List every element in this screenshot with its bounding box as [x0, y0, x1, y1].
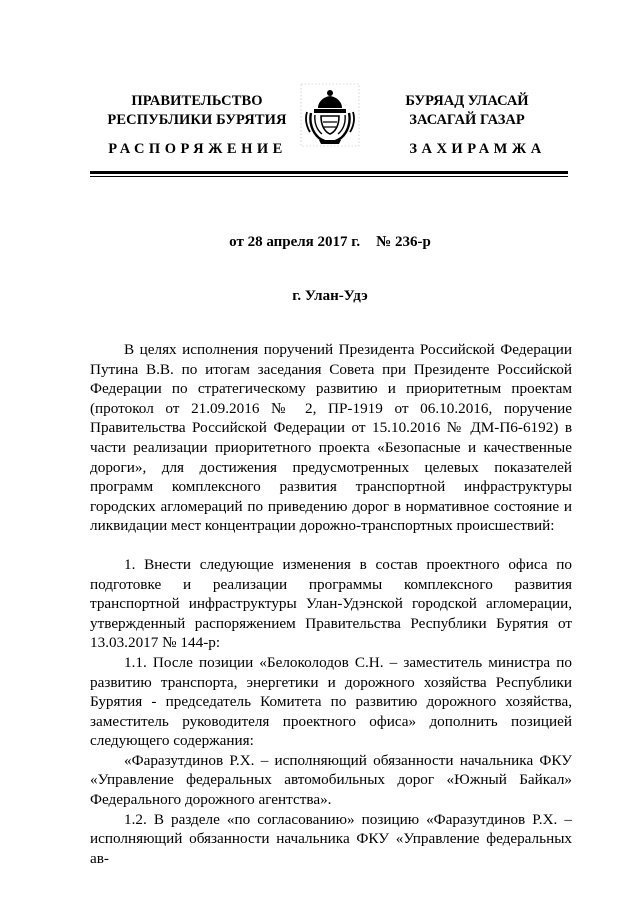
header-divider-thick	[90, 171, 568, 174]
document-number: № 236-р	[376, 234, 431, 250]
coat-of-arms-icon	[299, 82, 361, 148]
paragraph-quote: «Фаразутдинов Р.Х. – исполняющий обязанности начальника ФКУ «Управление федеральных автомобильных дорог «Южный Байкал» Федерального дорожного агентства».	[90, 751, 572, 809]
paragraph-preamble: В целях исполнения поручений Президента Российской Федерации Путина В.В. по итогам заседания Совета при Президенте Российской Федерации по стратегическому развитию и приоритетным проектам (протокол от 21.09.2016 № 2, ПР-1919 от 06.10.2016, поручение Правительства Российской Федерации от 15.10.2016 № ДМ-П6-6192) в части реализации приоритетного проекта «Безопасные и качественные дороги», для достижения предусмотренных целевых показателей программ комплексного развития транспортной инфраструктуры городских агломераций по приведению дорог в нормативное состояние и ликвидации мест концентрации дорожно-транспортных происшествий:	[90, 341, 572, 535]
document-type-buryat: ЗАХИРАМЖА	[409, 141, 546, 157]
issuer-buryat-line-1: БУРЯАД УЛАСАЙ	[405, 93, 529, 109]
issuer-buryat-line-2: ЗАСАГАЙ ГАЗАР	[409, 112, 525, 128]
issuer-line-1: ПРАВИТЕЛЬСТВО	[131, 93, 263, 109]
document-city: г. Улан-Удэ	[292, 288, 368, 304]
paragraph-item-1-2: 1.2. В разделе «по согласованию» позицию «Фаразутдинов Р.Х. – исполняющий обязанности начальника ФКУ «Управление федеральных ав-	[90, 810, 572, 867]
document-date: от 28 апреля 2017 г.	[229, 234, 361, 250]
issuer-name-russian	[92, 92, 302, 130]
paragraph-item-1-1: 1.1. После позиции «Белоколодов С.Н. – заместитель министра по развитию транспорта, энергетики и дорожного хозяйства Республики Бурятия - председатель Комитета по развитию дорожного хозяйства, заместитель руководителя проектного офиса» дополнить позицией следующего содержания:	[90, 653, 572, 750]
document-type-russian: РАСПОРЯЖЕНИЕ	[108, 141, 287, 157]
document-date-number	[90, 234, 570, 251]
issuer-name-buryat	[372, 92, 562, 130]
issuer-line-2: РЕСПУБЛИКИ БУРЯТИЯ	[107, 112, 287, 128]
header-divider-thin	[90, 176, 568, 177]
paragraph-item-1: 1. Внести следующие изменения в состав проектного офиса по подготовке и реализации программы комплексного развития транспортной инфраструктуры Улан-Удэнской городской агломерации, утвержденный распоряжением Правительства Республики Бурятия от 13.03.2017 № 144-р:	[90, 555, 572, 652]
document-body	[90, 340, 572, 868]
